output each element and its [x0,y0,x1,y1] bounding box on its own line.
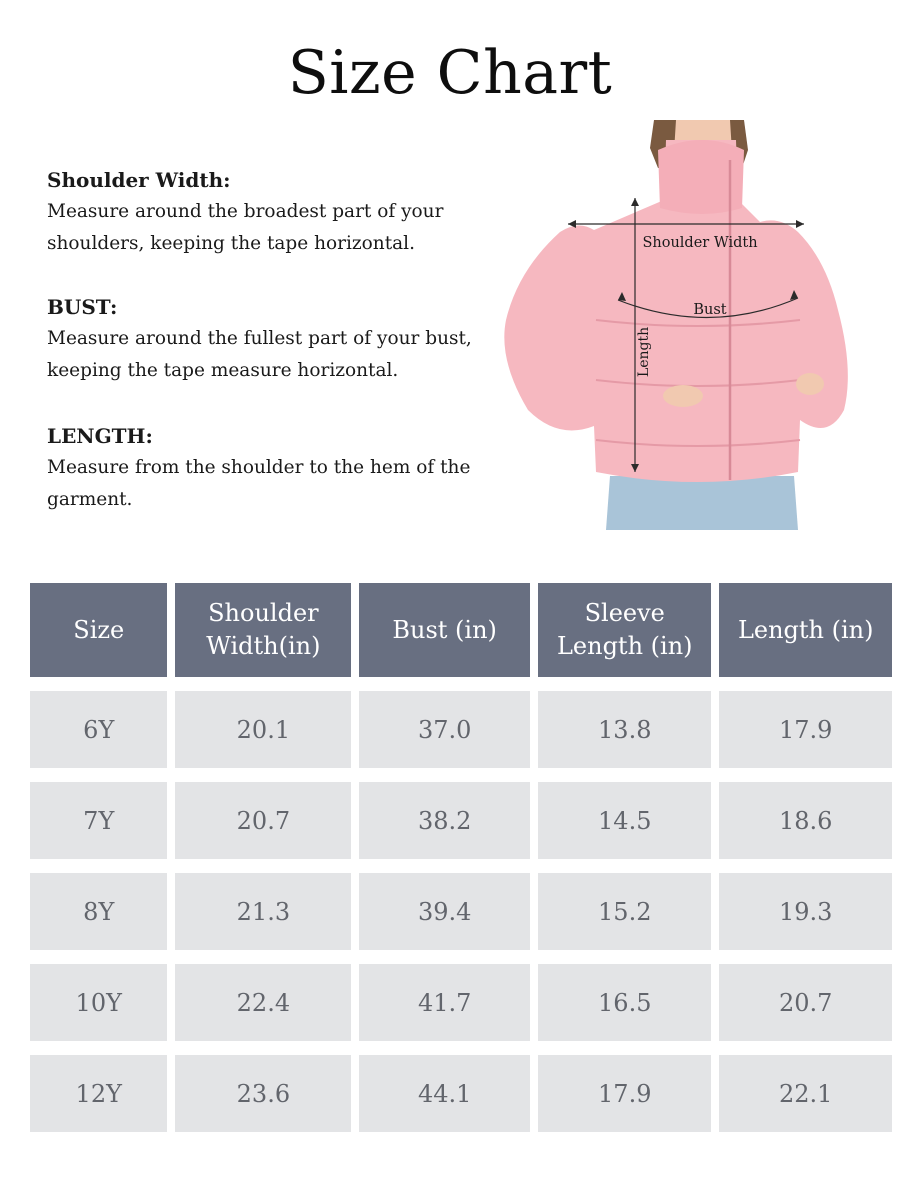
cell-sleeve-length: 16.5 [538,964,711,1041]
measure-heading: BUST: [47,295,118,319]
table-row [30,691,892,768]
header-line: Length (in) [737,615,874,644]
cell-bust: 39.4 [359,873,530,950]
measure-heading: Shoulder Width: [47,168,231,192]
cell-shoulder-width: 20.7 [175,782,351,859]
cell-bust: 38.2 [359,782,530,859]
cell-size: 12Y [30,1055,167,1132]
header-line: Width(in) [206,632,321,660]
header-line: Length (in) [556,632,693,660]
table-header-row [30,583,892,677]
table-row [30,873,892,950]
cell-shoulder-width: 22.4 [175,964,351,1041]
cell-shoulder-width: 21.3 [175,873,351,950]
arrow-head [796,220,804,228]
measure-bust [47,291,497,387]
shoulder-width-label: Shoulder Width [642,235,758,251]
header-line: Size [73,615,125,644]
measure-heading: LENGTH: [47,424,153,448]
header-sleeve-length [538,583,711,677]
header-length [719,583,892,677]
cell-sleeve-length: 17.9 [538,1055,711,1132]
cell-length: 22.1 [719,1055,892,1132]
model-hand [663,385,703,407]
cell-shoulder-width: 23.6 [175,1055,351,1132]
cell-length: 17.9 [719,691,892,768]
cell-length: 20.7 [719,964,892,1041]
cell-sleeve-length: 13.8 [538,691,711,768]
measure-text: Measure around the broadest part of your shoulders, keeping the tape horizontal. [47,201,444,254]
bust-label: Bust [693,302,727,318]
cell-length: 19.3 [719,873,892,950]
jacket-measurement-figure [498,120,850,530]
measure-text: Measure around the fullest part of your bust, keeping the tape measure horizontal. [47,328,472,381]
cell-length: 18.6 [719,782,892,859]
cell-size: 7Y [30,782,167,859]
arrow-head [631,198,639,206]
page-title: Size Chart [287,38,613,108]
cell-bust: 41.7 [359,964,530,1041]
length-label: Length [636,326,652,378]
measure-text: Measure from the shoulder to the hem of the garment. [47,457,471,510]
measure-shoulder-width [47,164,497,260]
cell-bust: 37.0 [359,691,530,768]
table-row [30,782,892,859]
size-table [22,569,900,1146]
header-size [30,583,167,677]
header-line: Shoulder [208,599,319,627]
header-bust [359,583,530,677]
table-row [30,1055,892,1132]
cell-sleeve-length: 14.5 [538,782,711,859]
cell-size: 10Y [30,964,167,1041]
cell-sleeve-length: 15.2 [538,873,711,950]
header-shoulder-width [175,583,351,677]
model-hand [796,373,824,395]
cell-size: 8Y [30,873,167,950]
table-row [30,964,892,1041]
header-line: Sleeve [584,599,665,627]
header-line: Bust (in) [392,615,497,644]
cell-size: 6Y [30,691,167,768]
cell-bust: 44.1 [359,1055,530,1132]
measure-length [47,420,497,516]
model-jeans [606,476,798,530]
cell-shoulder-width: 20.1 [175,691,351,768]
